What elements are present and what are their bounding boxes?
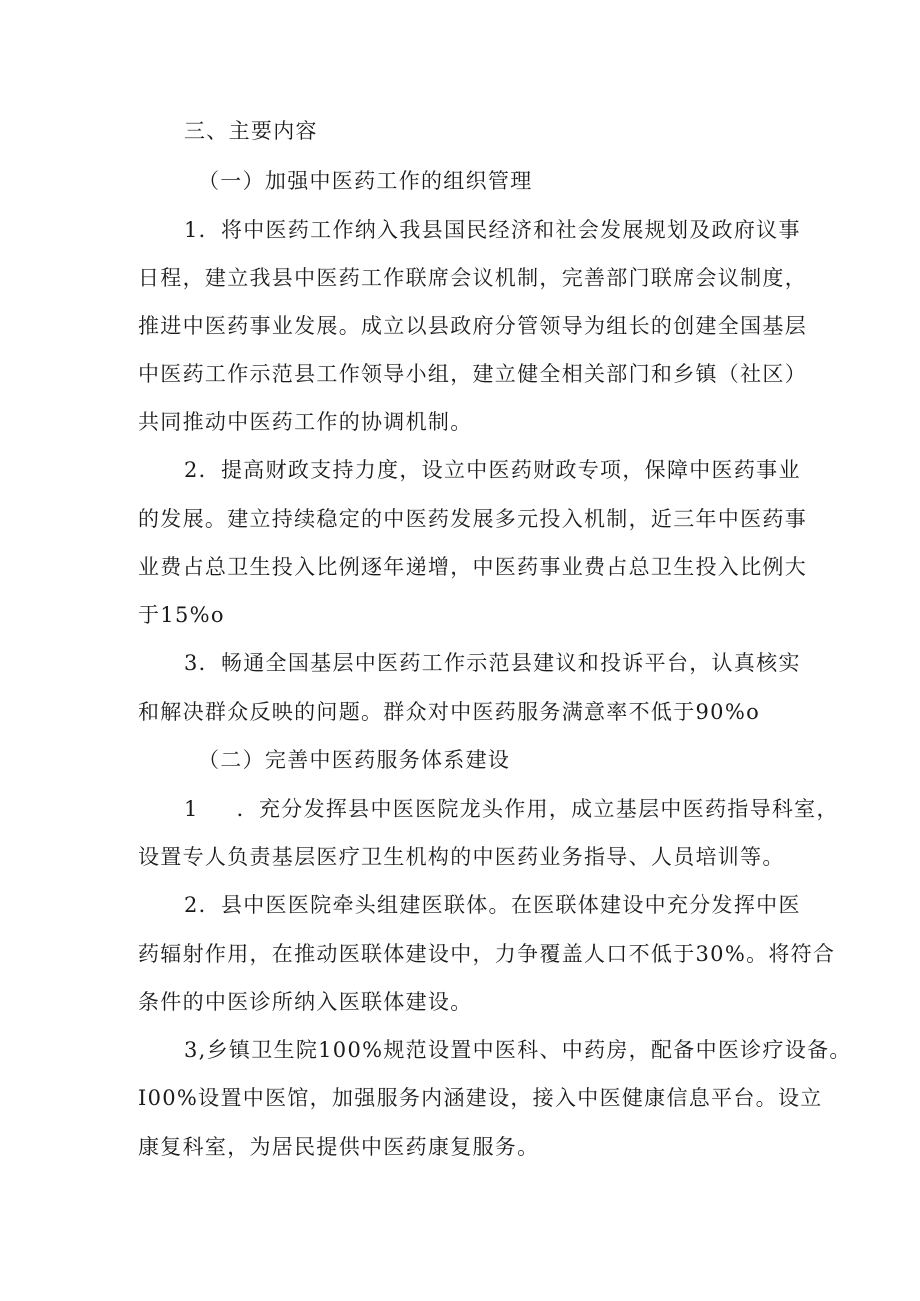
part1-item2-line: 的发展。建立持续稳定的中医药发展多元投入机制，近三年中医药事 [138,507,807,531]
part2-item2-line: 药辐射作用，在推动医联体建设中，力争覆盖人口不低于30%。将符合 [138,942,836,966]
part2-item3-line: I00%设置中医馆，加强服务内涵建设，接入中医健康信息平台。设立 [138,1086,823,1110]
part1-item3-line: 3．畅通全国基层中医药工作示范县建议和投诉平台，认真核实 [184,651,801,675]
part2-item1-text: ．充分发挥县中医医院龙头作用，成立基层中医药指导科室， [236,797,839,821]
part2-title: （二）完善中医药服务体系建设 [198,748,511,772]
part1-item1-line: 日程，建立我县中医药工作联席会议机制，完善部门联席会议制度， [138,266,807,290]
part1-item3-line: 和解决群众反映的问题。群众对中医药服务满意率不低于90%o [138,700,761,724]
part1-item2-line: 业费占总卫生投入比例逐年递增，中医药事业费占总卫生投入比例大 [138,555,807,579]
part1-title: （一）加强中医药工作的组织管理 [198,169,533,193]
part2-item3-line: 3,乡镇卫生院100%规范设置中医科、中药房，配备中医诊疗设备。 [184,1038,852,1062]
part2-item1-first-line [184,795,839,823]
section-heading: 三、主要内容 [184,119,318,143]
part2-item2-line: 2．县中医医院牵头组建医联体。在医联体建设中充分发挥中医 [184,893,801,917]
part1-item1-line: 中医药工作示范县工作领导小组，建立健全相关部门和乡镇（社区） [138,362,807,386]
part1-item1-line: 1．将中医药工作纳入我县国民经济和社会发展规划及政府议事 [184,218,801,242]
part1-item2-line: 于15%o [138,603,225,627]
part2-item1-line: 设置专人负责基层医疗卫生机构的中医药业务指导、人员培训等。 [138,845,785,869]
part1-item1-line: 推进中医药事业发展。成立以县政府分管领导为组长的创建全国基层 [138,314,807,338]
part2-item3-line: 康复科室，为居民提供中医药康复服务。 [138,1135,540,1159]
part2-item1-number: 1 [184,797,199,821]
part1-item2-line: 2．提高财政支持力度，设立中医药财政专项，保障中医药事业 [184,458,801,482]
part1-item1-line: 共同推动中医药工作的协调机制。 [138,410,473,434]
part2-item2-line: 条件的中医诊所纳入医联体建设。 [138,990,473,1014]
